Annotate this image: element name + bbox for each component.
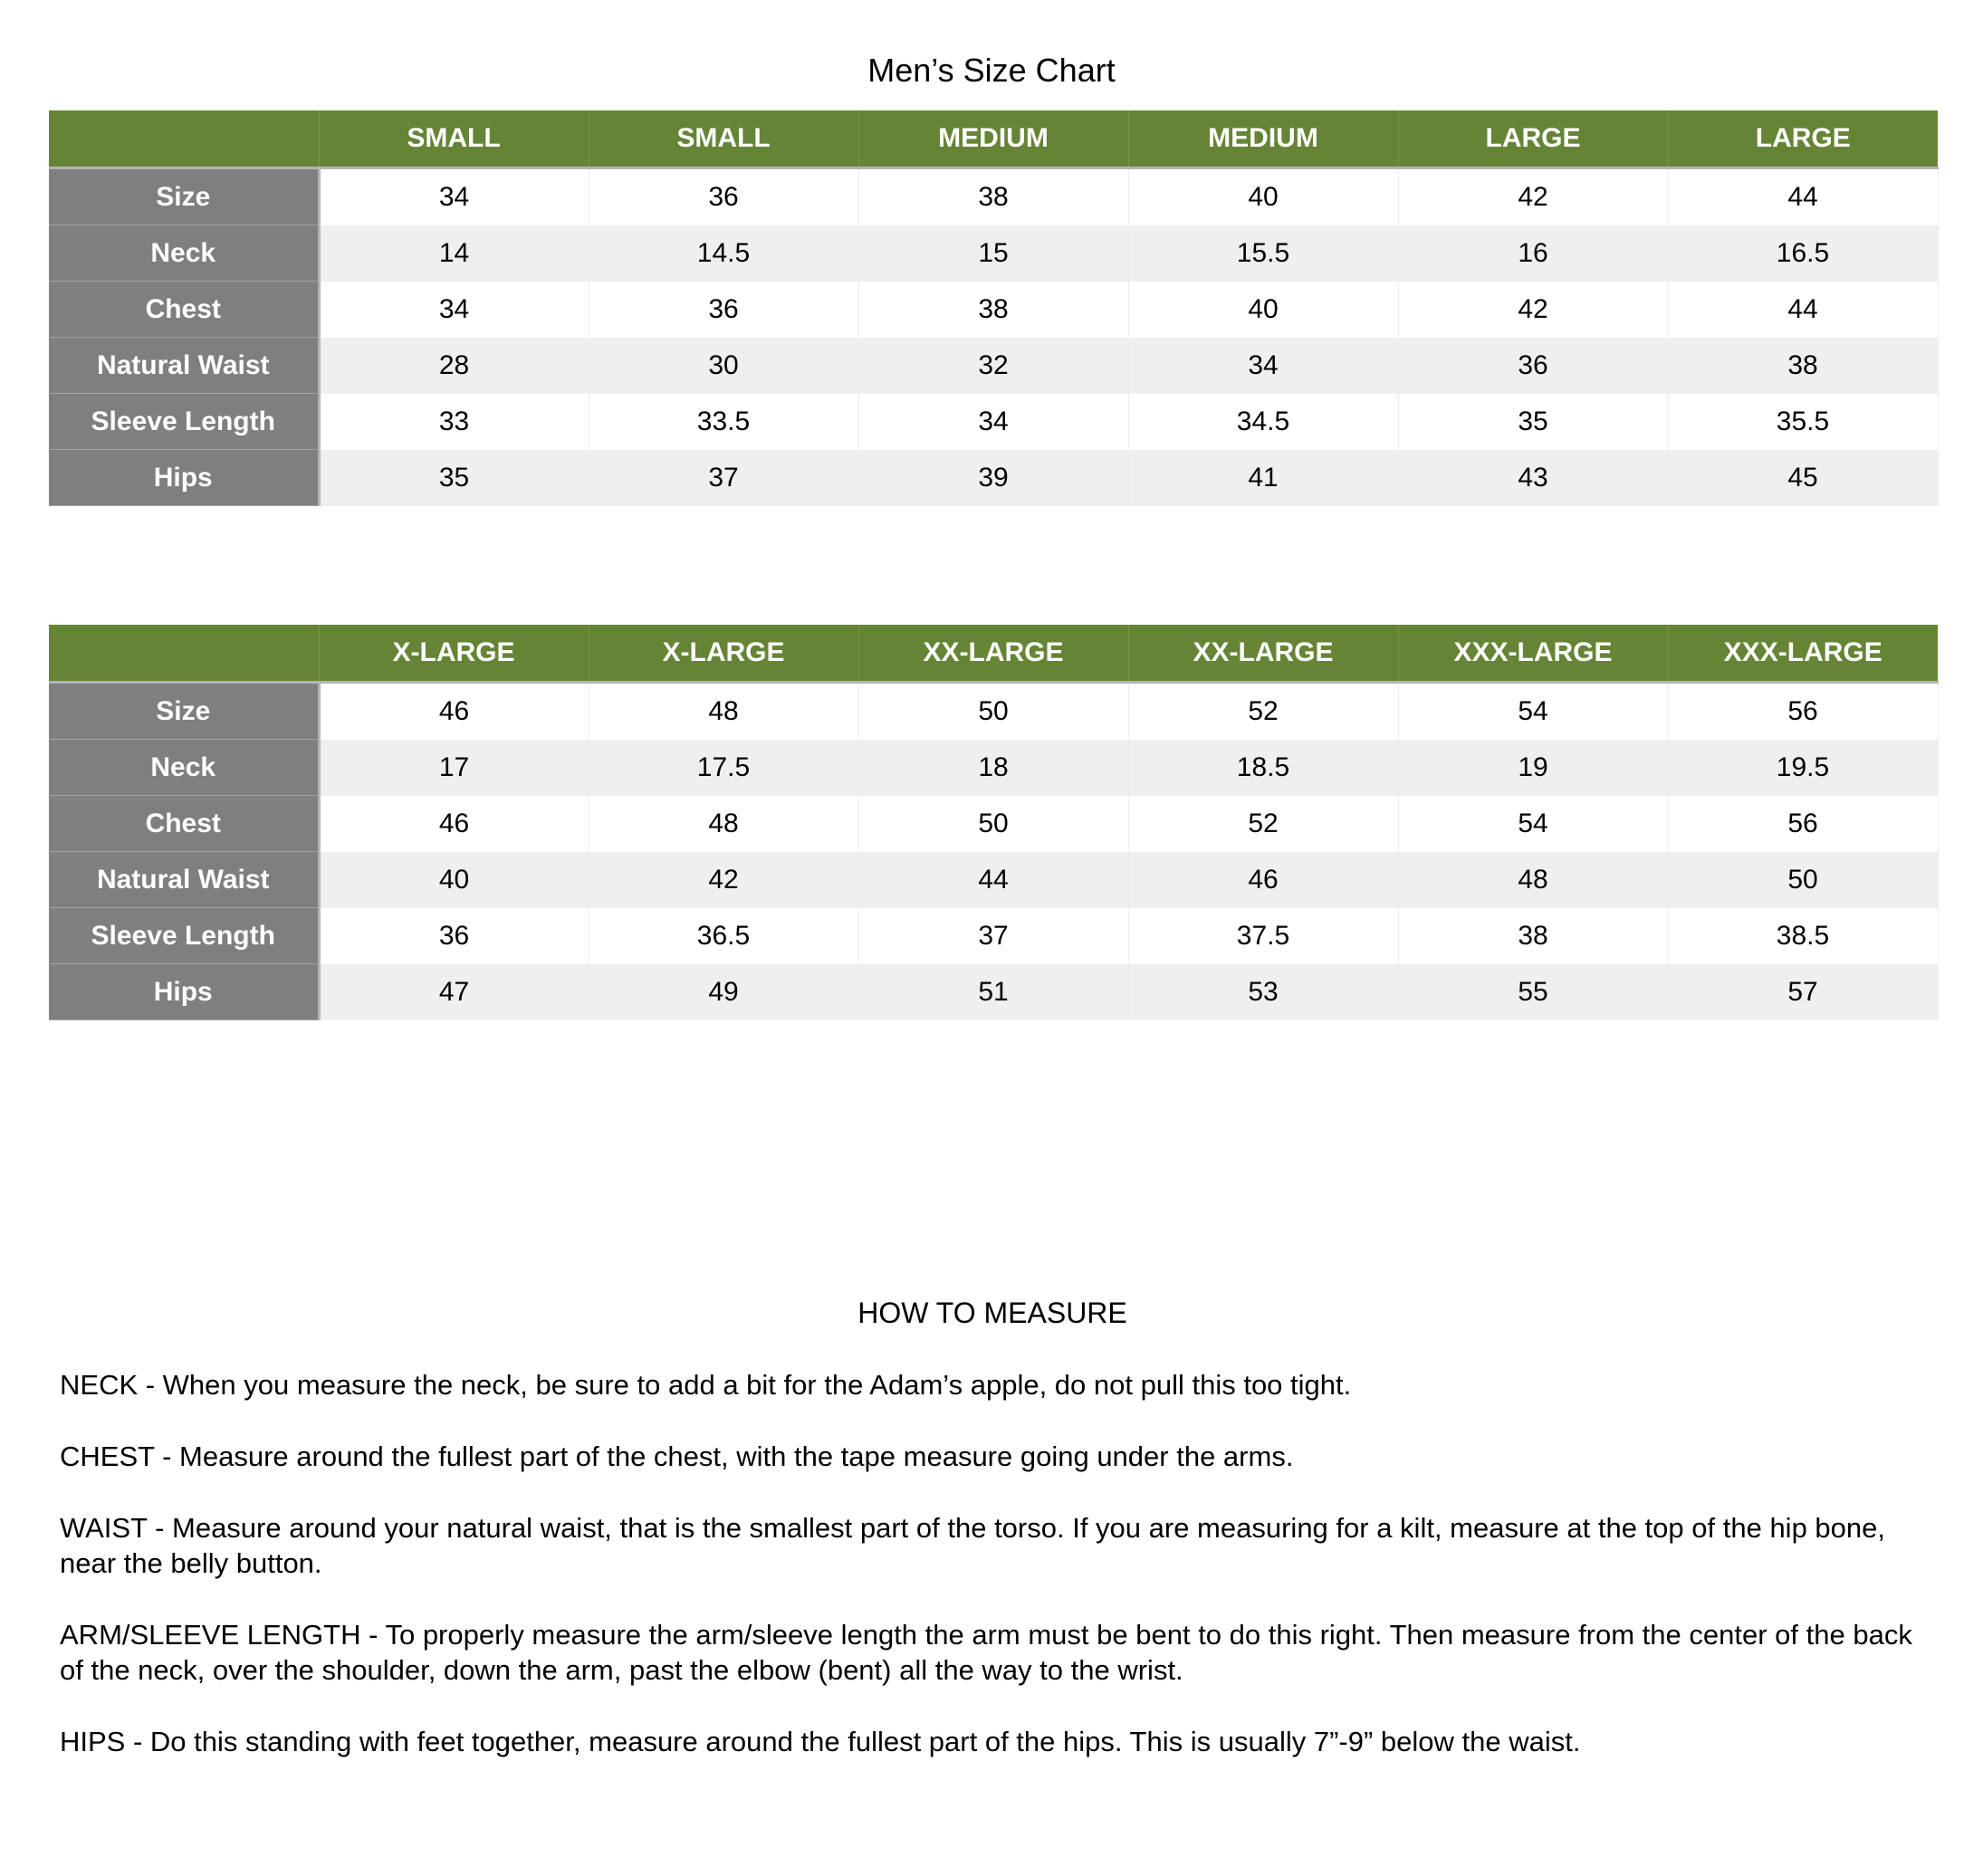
table-row-neck xyxy=(49,225,1938,282)
row-label: Sleeve Length xyxy=(49,908,319,964)
table-cell: 53 xyxy=(1128,964,1398,1020)
table-cell: 38 xyxy=(1668,338,1938,394)
table-cell: 57 xyxy=(1668,964,1938,1020)
row-label: Hips xyxy=(49,450,319,506)
chest-instruction: CHEST - Measure around the fullest part of the chest, with the tape measure going under the arms. xyxy=(60,1440,1294,1472)
table-cell: 44 xyxy=(1668,282,1938,338)
row-label: Size xyxy=(49,683,319,740)
table-cell: 42 xyxy=(1398,282,1668,338)
size-table-small-to-large xyxy=(49,110,1939,506)
table-cell: 48 xyxy=(1398,852,1668,908)
table-cell: 34.5 xyxy=(1128,394,1398,450)
table-cell: 35 xyxy=(319,450,589,506)
table-cell: 52 xyxy=(1128,683,1398,740)
table-cell: 17 xyxy=(319,740,589,796)
table-cell: 19 xyxy=(1398,740,1668,796)
table-cell: 18.5 xyxy=(1128,740,1398,796)
table-row-size xyxy=(49,683,1938,740)
table-cell: 39 xyxy=(858,450,1128,506)
table-cell: 36 xyxy=(589,282,858,338)
table-row-hips xyxy=(49,450,1938,506)
table-cell: 30 xyxy=(589,338,858,394)
table-cell: 45 xyxy=(1668,450,1938,506)
table-header-row xyxy=(49,110,1938,168)
table-cell: 34 xyxy=(319,282,589,338)
table-cell: 44 xyxy=(858,852,1128,908)
table-cell: 46 xyxy=(1128,852,1398,908)
header-corner-cell xyxy=(49,110,319,168)
row-label: Sleeve Length xyxy=(49,394,319,450)
table-cell: 46 xyxy=(319,796,589,852)
size-header: MEDIUM xyxy=(858,110,1128,168)
row-label: Neck xyxy=(49,740,319,796)
table-cell: 50 xyxy=(858,796,1128,852)
table-cell: 34 xyxy=(1128,338,1398,394)
row-label: Chest xyxy=(49,796,319,852)
table-row-chest xyxy=(49,796,1938,852)
size-header: X-LARGE xyxy=(589,625,858,683)
table-cell: 38 xyxy=(858,282,1128,338)
table-cell: 52 xyxy=(1128,796,1398,852)
table-row-hips xyxy=(49,964,1938,1020)
table-row-sleeve-length xyxy=(49,394,1938,450)
size-header: LARGE xyxy=(1398,110,1668,168)
table-cell: 56 xyxy=(1668,796,1938,852)
table-cell: 55 xyxy=(1398,964,1668,1020)
size-header: SMALL xyxy=(319,110,589,168)
how-to-measure-section xyxy=(60,1293,1925,1795)
waist-instruction: WAIST - Measure around your natural waist, that is the smallest part of the torso. If you are measuring for a kilt, measure at the top of the hip bone, near the belly button. xyxy=(60,1512,1885,1579)
table-cell: 28 xyxy=(319,338,589,394)
size-header: SMALL xyxy=(589,110,858,168)
table-cell: 46 xyxy=(319,683,589,740)
table-cell: 35 xyxy=(1398,394,1668,450)
size-header: X-LARGE xyxy=(319,625,589,683)
table-cell: 36.5 xyxy=(589,908,858,964)
table-cell: 50 xyxy=(1668,852,1938,908)
how-to-measure-heading: HOW TO MEASURE xyxy=(857,1297,1127,1329)
table-cell: 38 xyxy=(1398,908,1668,964)
table-cell: 44 xyxy=(1668,168,1938,225)
size-header: MEDIUM xyxy=(1128,110,1398,168)
row-label: Natural Waist xyxy=(49,852,319,908)
table-cell: 56 xyxy=(1668,683,1938,740)
table-cell: 47 xyxy=(319,964,589,1020)
row-label: Size xyxy=(49,168,319,225)
row-label: Natural Waist xyxy=(49,338,319,394)
table-cell: 41 xyxy=(1128,450,1398,506)
table-cell: 48 xyxy=(589,796,858,852)
table-cell: 15 xyxy=(858,225,1128,282)
sleeve-instruction: ARM/SLEEVE LENGTH - To properly measure the arm/sleeve length the arm must be bent to do this right. Then measure from the center of the back of the neck, over the shoulder, down the arm, past the elbow (bent) all the way to the wrist. xyxy=(60,1619,1912,1686)
row-label: Chest xyxy=(49,282,319,338)
table-row-chest xyxy=(49,282,1938,338)
table-cell: 32 xyxy=(858,338,1128,394)
table-cell: 50 xyxy=(858,683,1128,740)
table-cell: 33 xyxy=(319,394,589,450)
table-row-natural-waist xyxy=(49,338,1938,394)
table-cell: 40 xyxy=(319,852,589,908)
table-cell: 37 xyxy=(589,450,858,506)
table-cell: 14 xyxy=(319,225,589,282)
table-cell: 36 xyxy=(589,168,858,225)
size-header: XXX-LARGE xyxy=(1668,625,1938,683)
table-cell: 36 xyxy=(319,908,589,964)
table-cell: 14.5 xyxy=(589,225,858,282)
table-cell: 38 xyxy=(858,168,1128,225)
table-row-natural-waist xyxy=(49,852,1938,908)
hips-instruction: HIPS - Do this standing with feet together, measure around the fullest part of the hips. This is usually 7”-9” below the waist. xyxy=(60,1726,1581,1757)
size-table-xl-to-xxxl xyxy=(49,625,1939,1020)
table-cell: 37.5 xyxy=(1128,908,1398,964)
table-row-sleeve-length xyxy=(49,908,1938,964)
table-cell: 54 xyxy=(1398,683,1668,740)
size-header: XX-LARGE xyxy=(1128,625,1398,683)
page-title: Men’s Size Chart xyxy=(867,52,1116,89)
table-cell: 37 xyxy=(858,908,1128,964)
table-cell: 16 xyxy=(1398,225,1668,282)
table-cell: 40 xyxy=(1128,282,1398,338)
table-cell: 34 xyxy=(858,394,1128,450)
size-header: LARGE xyxy=(1668,110,1938,168)
table-cell: 34 xyxy=(319,168,589,225)
table-cell: 38.5 xyxy=(1668,908,1938,964)
table-cell: 33.5 xyxy=(589,394,858,450)
table-cell: 40 xyxy=(1128,168,1398,225)
table-cell: 48 xyxy=(589,683,858,740)
table-cell: 49 xyxy=(589,964,858,1020)
table-header-row xyxy=(49,625,1938,683)
table-cell: 36 xyxy=(1398,338,1668,394)
table-cell: 42 xyxy=(1398,168,1668,225)
table-cell: 15.5 xyxy=(1128,225,1398,282)
row-label: Hips xyxy=(49,964,319,1020)
header-corner-cell xyxy=(49,625,319,683)
table-cell: 35.5 xyxy=(1668,394,1938,450)
size-header: XXX-LARGE xyxy=(1398,625,1668,683)
size-header: XX-LARGE xyxy=(858,625,1128,683)
table-cell: 54 xyxy=(1398,796,1668,852)
table-row-size xyxy=(49,168,1938,225)
table-cell: 18 xyxy=(858,740,1128,796)
table-cell: 51 xyxy=(858,964,1128,1020)
table-cell: 43 xyxy=(1398,450,1668,506)
table-cell: 16.5 xyxy=(1668,225,1938,282)
table-cell: 19.5 xyxy=(1668,740,1938,796)
table-cell: 42 xyxy=(589,852,858,908)
table-cell: 17.5 xyxy=(589,740,858,796)
neck-instruction: NECK - When you measure the neck, be sure to add a bit for the Adam’s apple, do not pull this too tight. xyxy=(60,1369,1352,1401)
table-row-neck xyxy=(49,740,1938,796)
row-label: Neck xyxy=(49,225,319,282)
